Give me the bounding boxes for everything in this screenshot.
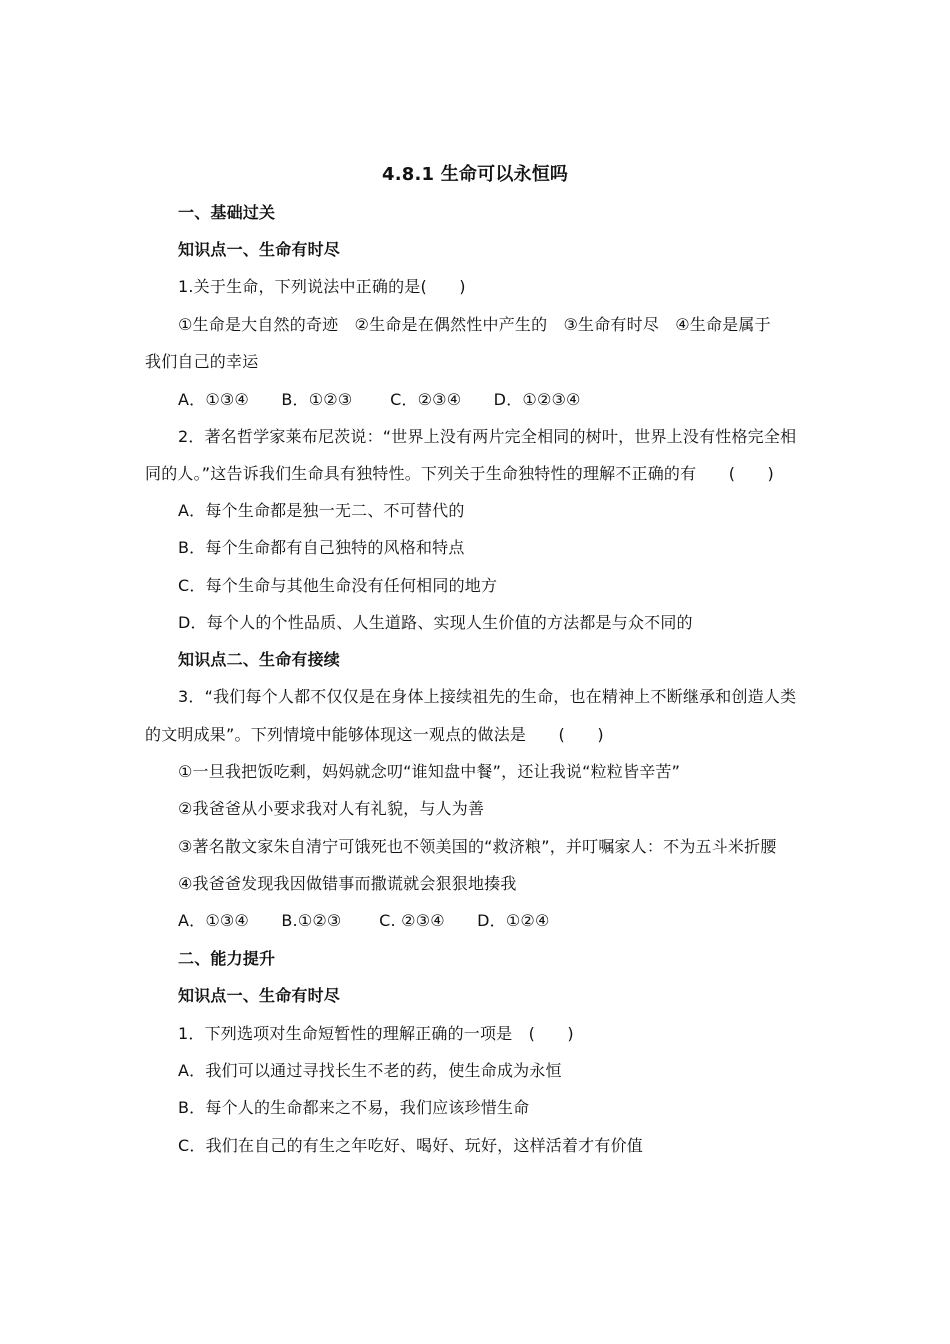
section-heading-ability: 二、能力提升 (178, 949, 276, 968)
question-2-cont: 同的人。”这告诉我们生命具有独特性。下列关于生命独特性的理解不正确的有 ( ) (145, 464, 774, 483)
question-2-option-c: C．每个生命与其他生命没有任何相同的地方 (178, 576, 498, 595)
question-3-item-3: ③著名散文家朱自清宁可饿死也不领美国的“救济粮”，并叮嘱家人：不为五斗米折腰 (178, 837, 777, 856)
knowledge-point-heading: 知识点二、生命有接续 (178, 650, 341, 669)
question-3-item-2: ②我爸爸从小要求我对人有礼貌，与人为善 (178, 799, 485, 818)
question-1-items-cont: 我们自己的幸运 (145, 352, 259, 371)
question-2: 2．著名哲学家莱布尼茨说：“世界上没有两片完全相同的树叶，世界上没有性格完全相 (178, 427, 797, 446)
question-3: 3．“我们每个人都不仅仅是在身体上接续祖先的生命，也在精神上不断继承和创造人类 (178, 687, 797, 706)
question-1: 1.关于生命，下列说法中正确的是( ) (178, 277, 466, 296)
practice-question-1: 1．下列选项对生命短暂性的理解正确的一项是 ( ) (178, 1024, 574, 1043)
page-title: 4.8.1 生命可以永恒吗 (382, 164, 569, 185)
question-2-option-a: A．每个生命都是独一无二、不可替代的 (178, 501, 465, 520)
practice-question-1-option-b: B．每个人的生命都来之不易，我们应该珍惜生命 (178, 1098, 530, 1117)
knowledge-point-heading: 知识点一、生命有时尽 (178, 240, 341, 259)
question-3-item-4: ④我爸爸发现我因做错事而撒谎就会狠狠地揍我 (178, 874, 517, 893)
question-3-options: A．①③④ B.①②③ C. ②③④ D．①②④ (178, 911, 550, 930)
practice-question-1-option-c: C．我们在自己的有生之年吃好、喝好、玩好，这样活着才有价值 (178, 1136, 643, 1155)
question-2-option-b: B．每个生命都有自己独特的风格和特点 (178, 538, 465, 557)
question-3-cont: 的文明成果”。下列情境中能够体现这一观点的做法是 ( ) (145, 725, 604, 744)
knowledge-point-heading: 知识点一、生命有时尽 (178, 986, 341, 1005)
practice-question-1-option-a: A．我们可以通过寻找长生不老的药，使生命成为永恒 (178, 1061, 562, 1080)
question-3-item-1: ①一旦我把饭吃剩，妈妈就念叨“谁知盘中餐”，还让我说“粒粒皆辛苦” (178, 762, 681, 781)
question-1-items: ①生命是大自然的奇迹 ②生命是在偶然性中产生的 ③生命有时尽 ④生命是属于 (178, 315, 771, 334)
question-1-options: A．①③④ B．①②③ C．②③④ D．①②③④ (178, 390, 581, 409)
question-2-option-d: D．每个人的个性品质、人生道路、实现人生价值的方法都是与众不同的 (178, 613, 693, 632)
section-heading-basic: 一、基础过关 (178, 203, 276, 222)
